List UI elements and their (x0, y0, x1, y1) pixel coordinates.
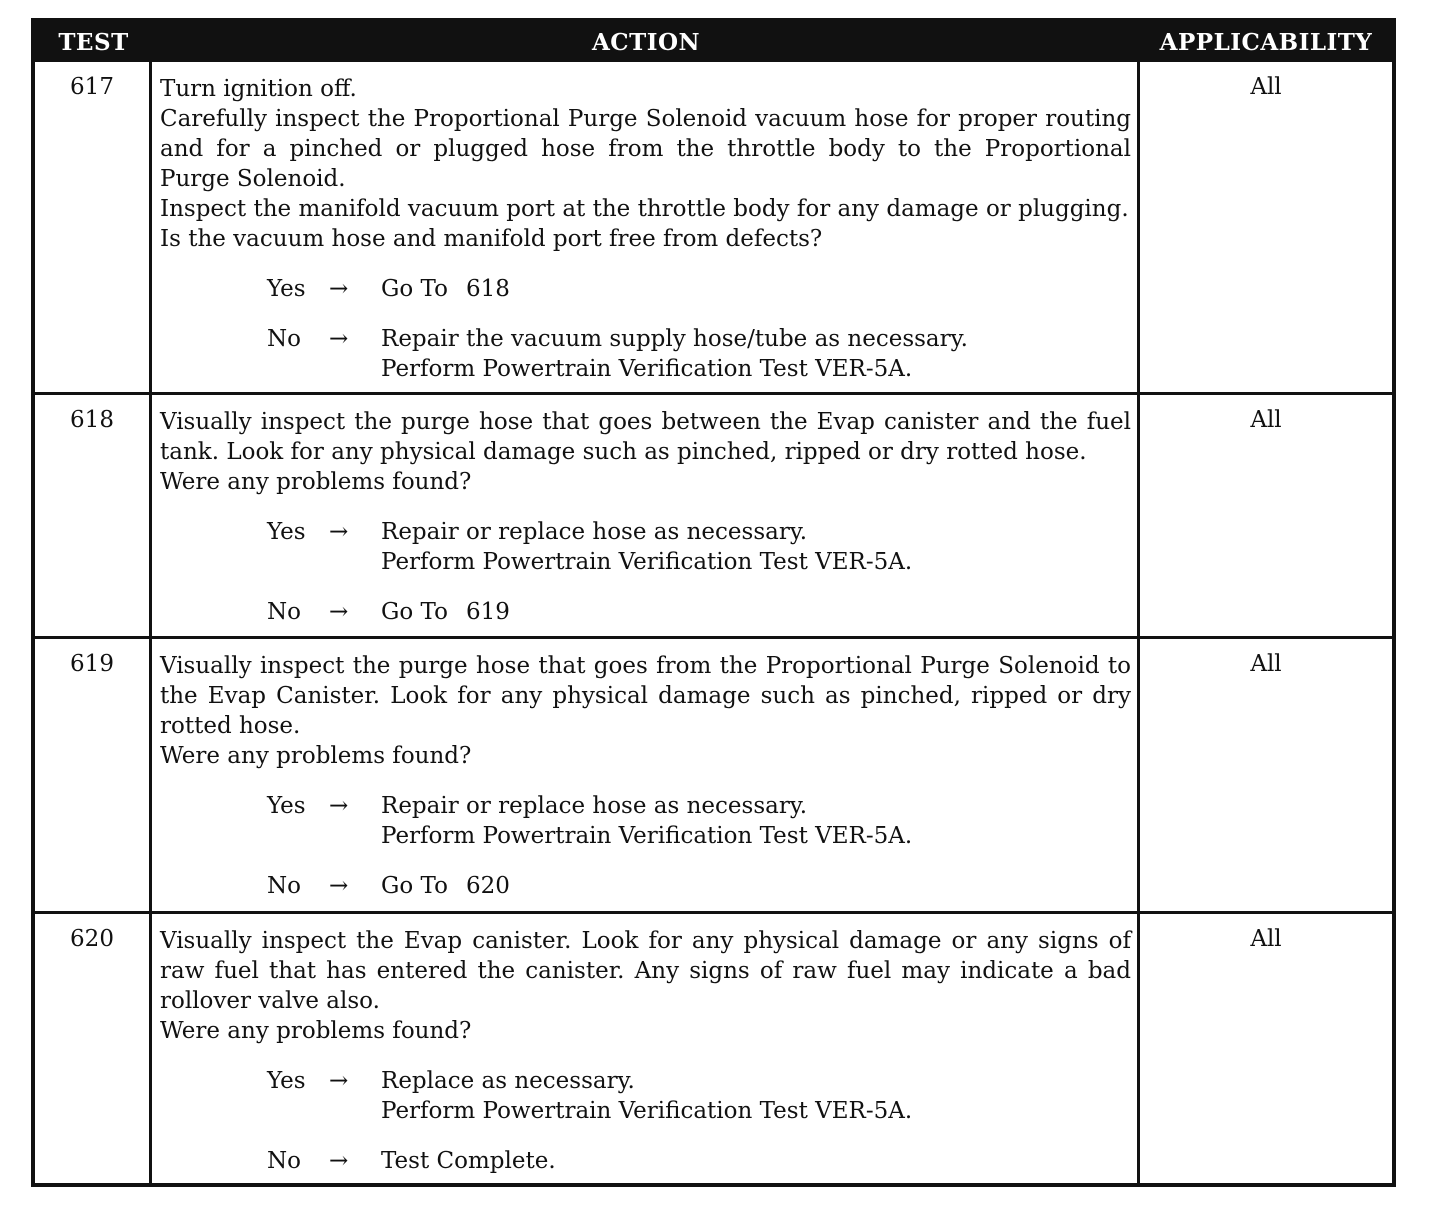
header-applicability: APPLICABILITY (1159, 28, 1373, 56)
test-action (152, 62, 1140, 392)
arrow-icon: → (329, 873, 349, 899)
instruction-line: Repair the vacuum supply hose/tube as necessary. (381, 326, 968, 352)
result-yes (267, 517, 1131, 577)
action-question: Is the vacuum hose and manifold port free from defects? (160, 226, 823, 252)
applicability-value: All (1250, 651, 1282, 677)
action-question: Were any problems found? (160, 743, 472, 769)
test-number: 618 (35, 395, 152, 636)
goto-link (381, 274, 1131, 304)
answer-label: No (267, 599, 301, 625)
action-question: Were any problems found? (160, 1018, 472, 1044)
result-instructions (381, 1146, 1131, 1176)
applicability-value: All (1250, 926, 1282, 952)
instruction-line: Replace as necessary. (381, 1068, 635, 1094)
goto-target: 619 (465, 599, 510, 625)
arrow-icon: → (329, 793, 349, 819)
header-action: ACTION (591, 28, 701, 56)
result-instructions (381, 791, 1131, 851)
header-test: TEST (58, 28, 129, 56)
applicability-value: All (1250, 407, 1282, 433)
action-paragraph: Carefully inspect the Proportional Purge Solenoid vacuum hose for proper routing and for a pinched or plugged hose from the throttle body to the Proportional Purge Solenoid. (160, 106, 1131, 192)
instruction-line: Perform Powertrain Verification Test VER-5A. (381, 549, 913, 575)
instruction-line: Perform Powertrain Verification Test VER-5A. (381, 1098, 913, 1124)
diagnostic-test-table (31, 18, 1396, 1187)
instruction-line: Repair or replace hose as necessary. (381, 519, 808, 545)
result-yes (267, 274, 1131, 304)
answer-label: No (267, 1148, 301, 1174)
table-header (35, 22, 1392, 62)
arrow-icon: → (329, 599, 349, 625)
test-row-619 (35, 636, 1392, 911)
result-no (267, 324, 1131, 384)
result-yes (267, 1066, 1131, 1126)
arrow-icon: → (329, 276, 349, 302)
action-question: Were any problems found? (160, 469, 472, 495)
action-step: Turn ignition off. (160, 76, 357, 102)
instruction-line: Repair or replace hose as necessary. (381, 793, 808, 819)
action-step: Inspect the manifold vacuum port at the throttle body for any damage or plugging. (160, 196, 1129, 222)
action-paragraph: Visually inspect the Evap canister. Look for any physical damage or any signs of raw fuel that has entered the canister. Any signs of raw fuel may indicate a bad rollover valve also. (160, 928, 1131, 1014)
test-row-618 (35, 392, 1392, 636)
action-paragraph: Visually inspect the purge hose that goes between the Evap canister and the fuel tank. Look for any physical damage such as pinched, ripped or dry rotted hose. (160, 409, 1131, 465)
answer-label: No (267, 326, 301, 352)
test-number: 620 (35, 914, 152, 1183)
instruction-line: Perform Powertrain Verification Test VER-5A. (381, 356, 913, 382)
answer-label: No (267, 873, 301, 899)
test-row-617 (35, 62, 1392, 392)
result-no (267, 1146, 1131, 1176)
goto-link (381, 871, 1131, 901)
arrow-icon: → (329, 519, 349, 545)
result-no (267, 597, 1131, 627)
applicability-value: All (1250, 74, 1282, 100)
goto-label: Go To (381, 276, 448, 302)
test-action (152, 395, 1140, 636)
goto-target: 620 (465, 873, 510, 899)
goto-link (381, 597, 1131, 627)
answer-label: Yes (267, 276, 306, 302)
answer-label: Yes (267, 793, 306, 819)
result-instructions (381, 1066, 1131, 1126)
instruction-line: Test Complete. (381, 1148, 556, 1174)
action-paragraph: Visually inspect the purge hose that goes from the Proportional Purge Solenoid to the Evap Canister. Look for any physical damage such as pinched, ripped or dry rotted hose. (160, 653, 1131, 739)
result-instructions (381, 324, 1131, 384)
instruction-line: Perform Powertrain Verification Test VER-5A. (381, 823, 913, 849)
result-yes (267, 791, 1131, 851)
test-number: 617 (35, 62, 152, 392)
test-row-620 (35, 911, 1392, 1183)
arrow-icon: → (329, 326, 349, 352)
test-action (152, 639, 1140, 911)
arrow-icon: → (329, 1068, 349, 1094)
test-action (152, 914, 1140, 1183)
answer-label: Yes (267, 1068, 306, 1094)
goto-target: 618 (465, 276, 510, 302)
goto-label: Go To (381, 599, 448, 625)
arrow-icon: → (329, 1148, 349, 1174)
answer-label: Yes (267, 519, 306, 545)
result-no (267, 871, 1131, 901)
test-number: 619 (35, 639, 152, 911)
goto-label: Go To (381, 873, 448, 899)
result-instructions (381, 517, 1131, 577)
